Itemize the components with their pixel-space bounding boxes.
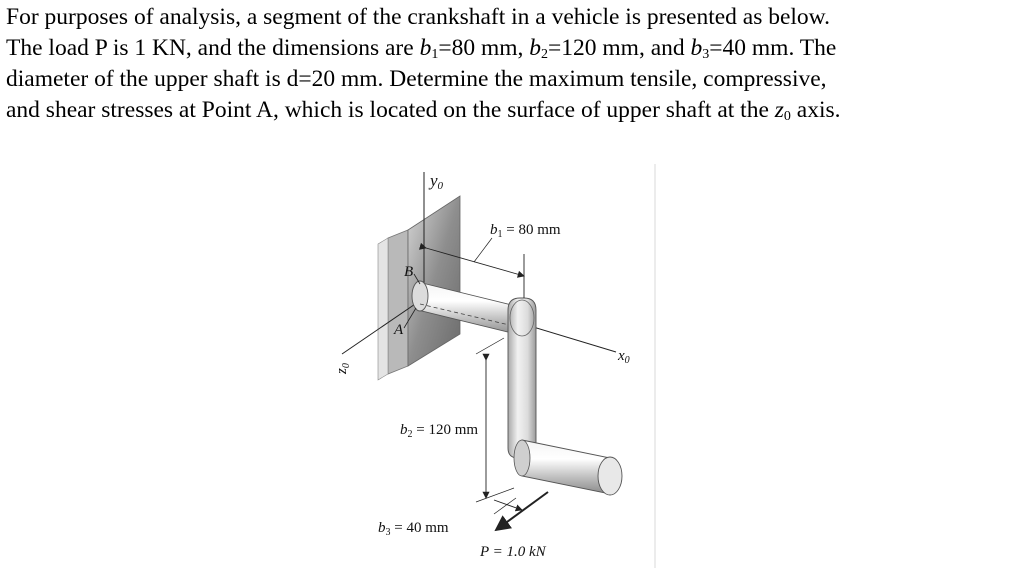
y-axis-label: y0: [430, 171, 444, 192]
problem-line-1: For purposes of analysis, a segment of the crankshaft in a vehicle is presented as below.: [6, 4, 831, 30]
problem-line-2: The load P is 1 KN, and the dimensions are $b_1=80$ mm, $b_2=120$ mm, and $b_3=40$ mm. The: [6, 35, 837, 62]
crankshaft-figure: [300, 158, 660, 572]
b2-label: $b_2 = 120$ mm: [400, 422, 479, 440]
problem-statement: [6, 2, 1018, 126]
lower-shaft: [514, 440, 622, 495]
z-axis-label: $z_0$: [334, 363, 352, 374]
load-arrow: [496, 492, 548, 530]
problem-line-4: and shear stresses at Point A, which is located on the surface of upper shaft at the $z_0$ axis.: [6, 97, 841, 124]
crank-arm: [508, 298, 536, 458]
point-a-label: A: [394, 322, 404, 338]
point-b-label: B: [404, 264, 414, 280]
load-label: P = 1.0 kN: [480, 544, 546, 560]
crankshaft-diagram: [300, 158, 660, 572]
x-axis-label: $x_0$: [618, 348, 630, 366]
b3-dimension: [494, 498, 522, 514]
b3-label: $b_3 = 40$ mm: [378, 520, 449, 538]
problem-line-3: diameter of the upper shaft is d=20 mm. Determine the maximum tensile, compressive,: [6, 66, 827, 92]
b1-label: $b_1 = 80$ mm: [490, 222, 561, 240]
